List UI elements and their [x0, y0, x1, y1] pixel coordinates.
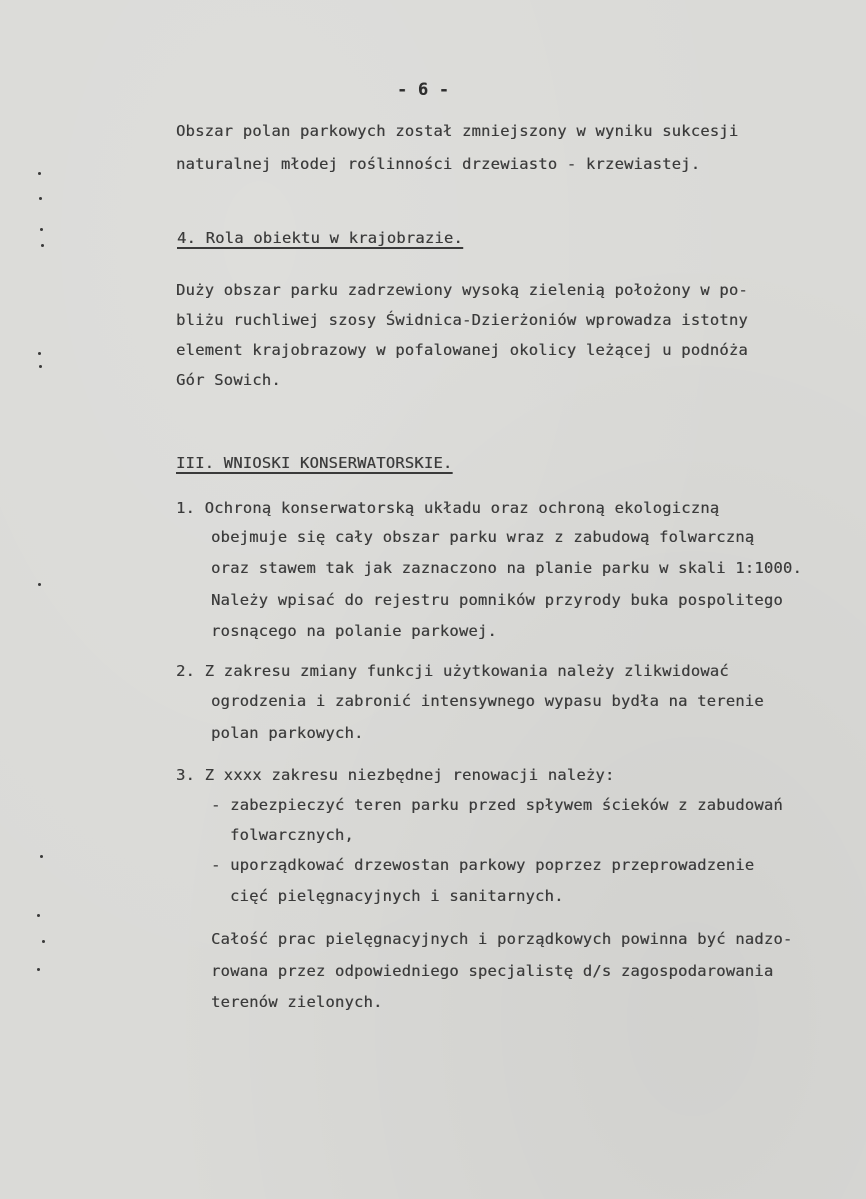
item-1-line-3: oraz stawem tak jak zaznaczono na planie parku w skali 1:1000. — [211, 559, 802, 577]
margin-mark — [42, 940, 45, 943]
margin-mark — [38, 172, 41, 175]
closing-line-1: Całość prac pielęgnacyjnych i porządkowych powinna być nadzo- — [211, 930, 793, 948]
margin-mark — [38, 583, 41, 586]
item-3-line-1: 3. Z xxxx zakresu niezbędnej renowacji należy: — [176, 766, 615, 784]
intro-line-2: naturalnej młodej roślinności drzewiasto - krzewiastej. — [176, 155, 701, 173]
page-number: - 6 - — [397, 80, 450, 100]
margin-mark — [37, 914, 40, 917]
closing-line-3: terenów zielonych. — [211, 993, 383, 1011]
intro-line-1: Obszar polan parkowych został zmniejszony w wyniku sukcesji — [176, 122, 739, 140]
margin-mark — [38, 352, 41, 355]
item-2-line-1: 2. Z zakresu zmiany funkcji użytkowania należy zlikwidować — [176, 662, 729, 680]
margin-mark — [41, 244, 44, 247]
section-4-line-2: bliżu ruchliwej szosy Świdnica-Dzierżoniów wprowadza istotny — [176, 311, 748, 329]
margin-mark — [40, 855, 43, 858]
section-4-line-1: Duży obszar parku zadrzewiony wysoką zielenią położony w po- — [176, 281, 748, 299]
section-III-heading: III. WNIOSKI KONSERWATORSKIE. — [176, 454, 453, 472]
item-1-line-2: obejmuje się cały obszar parku wraz z zabudową folwarczną — [211, 528, 755, 546]
item-3-line-4: - uporządkować drzewostan parkowy poprzez przeprowadzenie — [211, 856, 755, 874]
item-3-line-2: - zabezpieczyć teren parku przed spływem ścieków z zabudowań — [211, 796, 783, 814]
margin-mark — [39, 365, 42, 368]
section-4-line-4: Gór Sowich. — [176, 371, 281, 389]
margin-mark — [37, 968, 40, 971]
item-1-line-1: 1. Ochroną konserwatorską układu oraz ochroną ekologiczną — [176, 499, 720, 517]
item-3-line-3: folwarcznych, — [230, 826, 354, 844]
item-3-line-5: cięć pielęgnacyjnych i sanitarnych. — [230, 887, 564, 905]
margin-mark — [40, 228, 43, 231]
item-2-line-2: ogrodzenia i zabronić intensywnego wypasu bydła na terenie — [211, 692, 764, 710]
margin-mark — [39, 197, 42, 200]
section-4-line-3: element krajobrazowy w pofalowanej okolicy leżącej u podnóża — [176, 341, 748, 359]
section-4-heading: 4. Rola obiektu w krajobrazie. — [177, 229, 463, 247]
item-2-line-3: polan parkowych. — [211, 724, 364, 742]
item-1-line-4: Należy wpisać do rejestru pomników przyrody buka pospolitego — [211, 591, 783, 609]
closing-line-2: rowana przez odpowiedniego specjalistę d/s zagospodarowania — [211, 962, 774, 980]
item-1-line-5: rosnącego na polanie parkowej. — [211, 622, 497, 640]
